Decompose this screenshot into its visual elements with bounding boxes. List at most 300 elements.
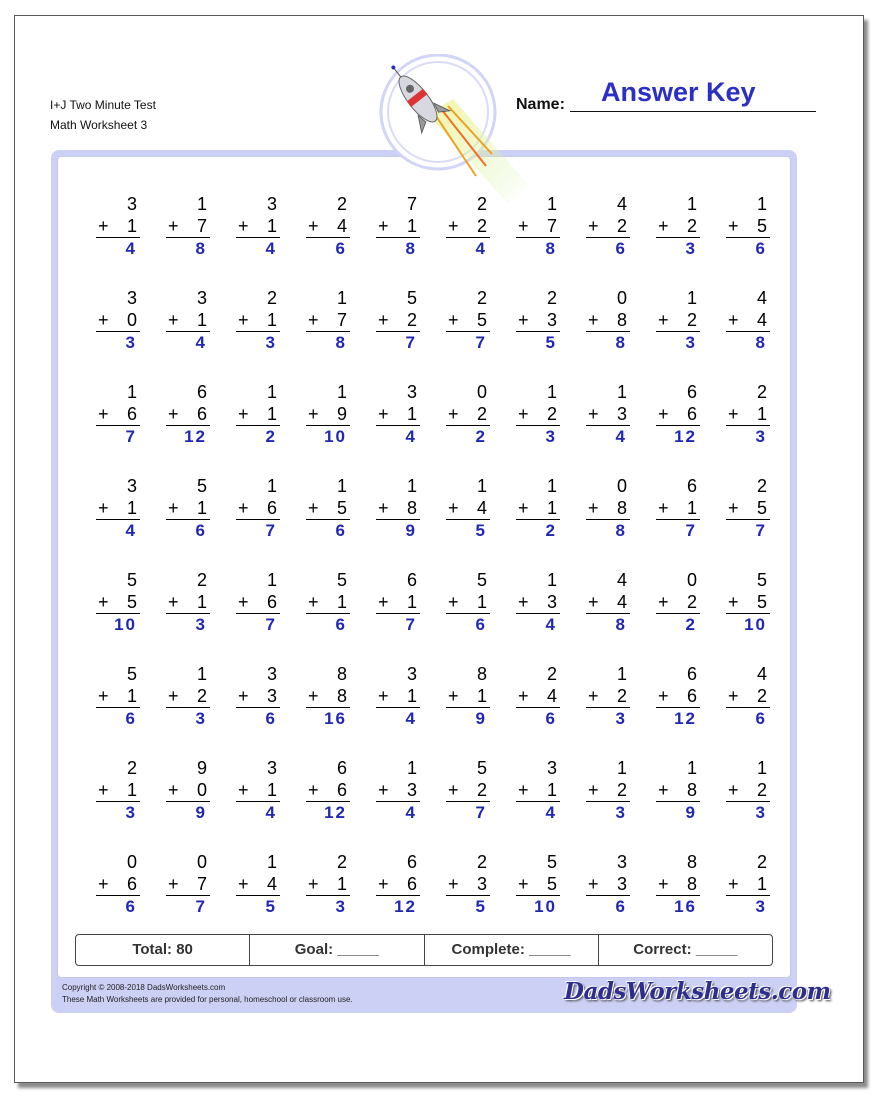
problem-bottom-number: 6 bbox=[196, 404, 207, 424]
problem bbox=[236, 569, 280, 636]
problem-bottom-number: 3 bbox=[616, 874, 627, 894]
plus-operator: + bbox=[308, 404, 319, 424]
problem-bottom-number: 1 bbox=[336, 592, 347, 612]
problem-top-number: 1 bbox=[196, 664, 207, 684]
plus-operator: + bbox=[588, 404, 599, 424]
problem-bottom-number: 1 bbox=[266, 780, 277, 800]
plus-operator: + bbox=[518, 404, 529, 424]
problem-top-number: 0 bbox=[616, 288, 627, 308]
problem-top-number: 2 bbox=[476, 288, 487, 308]
plus-operator: + bbox=[448, 310, 459, 330]
plus-operator: + bbox=[98, 780, 109, 800]
problem bbox=[586, 663, 630, 730]
problem-answer: 9 bbox=[195, 803, 207, 822]
copyright-block bbox=[62, 982, 353, 1006]
problem-bottom-number: 6 bbox=[686, 686, 697, 706]
problem-answer: 4 bbox=[125, 239, 137, 258]
plus-operator: + bbox=[238, 498, 249, 518]
problem-bottom-number: 1 bbox=[196, 592, 207, 612]
plus-operator: + bbox=[168, 404, 179, 424]
problem bbox=[166, 757, 210, 824]
total-cell: Total: 80 bbox=[76, 935, 250, 965]
problem-bottom-row bbox=[726, 779, 770, 802]
problem-bottom-row bbox=[306, 403, 350, 426]
problem-answer: 2 bbox=[685, 615, 697, 634]
problem-answer: 12 bbox=[324, 803, 347, 822]
problem-top-number: 1 bbox=[336, 288, 347, 308]
problem-top-number: 5 bbox=[126, 664, 137, 684]
problem-bottom-row bbox=[726, 591, 770, 614]
problem-bottom-number: 4 bbox=[616, 592, 627, 612]
problem-bottom-number: 6 bbox=[406, 874, 417, 894]
problem-bottom-number: 2 bbox=[756, 780, 767, 800]
problem-answer: 7 bbox=[685, 521, 697, 540]
problem-top-number: 2 bbox=[196, 570, 207, 590]
plus-operator: + bbox=[378, 780, 389, 800]
problem-bottom-row bbox=[236, 685, 280, 708]
problem-answer: 6 bbox=[125, 709, 137, 728]
problem-bottom-row bbox=[656, 779, 700, 802]
problem-bottom-row bbox=[586, 309, 630, 332]
problem bbox=[166, 851, 210, 918]
problem-top-number: 0 bbox=[196, 852, 207, 872]
problem-top-number: 0 bbox=[126, 852, 137, 872]
problem bbox=[96, 663, 140, 730]
problem-top-number: 4 bbox=[616, 570, 627, 590]
problem-answer: 3 bbox=[755, 897, 767, 916]
problem-top-number: 5 bbox=[476, 570, 487, 590]
problem-bottom-row bbox=[726, 497, 770, 520]
plus-operator: + bbox=[728, 216, 739, 236]
problem-bottom-row bbox=[656, 215, 700, 238]
plus-operator: + bbox=[378, 498, 389, 518]
problem-bottom-row bbox=[96, 873, 140, 896]
problem-bottom-row bbox=[446, 403, 490, 426]
problem bbox=[446, 475, 490, 542]
problem-top-number: 1 bbox=[546, 476, 557, 496]
problem-top-number: 2 bbox=[546, 288, 557, 308]
correct-cell: Correct: _____ bbox=[633, 941, 738, 958]
plus-operator: + bbox=[238, 310, 249, 330]
problem-bottom-row bbox=[96, 215, 140, 238]
problem-answer: 8 bbox=[195, 239, 207, 258]
problem bbox=[166, 475, 210, 542]
problem-top-number: 1 bbox=[266, 476, 277, 496]
problem-bottom-row bbox=[306, 215, 350, 238]
problem-answer: 3 bbox=[125, 803, 137, 822]
plus-operator: + bbox=[168, 780, 179, 800]
problem bbox=[656, 851, 700, 918]
problem bbox=[306, 569, 350, 636]
problem bbox=[516, 663, 560, 730]
problem-bottom-row bbox=[516, 779, 560, 802]
problem bbox=[96, 381, 140, 448]
problem-top-number: 3 bbox=[616, 852, 627, 872]
plus-operator: + bbox=[238, 686, 249, 706]
problem-top-number: 5 bbox=[336, 570, 347, 590]
problem-answer: 6 bbox=[545, 709, 557, 728]
problem-bottom-row bbox=[376, 403, 420, 426]
problem-answer: 6 bbox=[755, 709, 767, 728]
problem bbox=[166, 569, 210, 636]
problem-bottom-number: 6 bbox=[336, 780, 347, 800]
problem-bottom-number: 1 bbox=[406, 216, 417, 236]
problem-frame bbox=[51, 150, 797, 1013]
problem-bottom-row bbox=[376, 591, 420, 614]
problem-answer: 3 bbox=[755, 803, 767, 822]
problem bbox=[586, 569, 630, 636]
problem-bottom-number: 7 bbox=[336, 310, 347, 330]
problem-answer: 4 bbox=[265, 239, 277, 258]
problem-answer: 4 bbox=[125, 521, 137, 540]
plus-operator: + bbox=[168, 592, 179, 612]
problem-top-number: 5 bbox=[476, 758, 487, 778]
problem bbox=[726, 851, 770, 918]
problem-bottom-row bbox=[306, 873, 350, 896]
problem-bottom-row bbox=[96, 309, 140, 332]
problem-bottom-row bbox=[446, 779, 490, 802]
problem bbox=[166, 287, 210, 354]
plus-operator: + bbox=[658, 498, 669, 518]
problem-answer: 3 bbox=[615, 709, 627, 728]
problem bbox=[96, 757, 140, 824]
plus-operator: + bbox=[728, 780, 739, 800]
problem-top-number: 5 bbox=[546, 852, 557, 872]
problem-top-number: 3 bbox=[406, 664, 417, 684]
problem-top-number: 1 bbox=[406, 476, 417, 496]
plus-operator: + bbox=[448, 780, 459, 800]
problem-top-number: 7 bbox=[406, 194, 417, 214]
problem-bottom-row bbox=[516, 403, 560, 426]
problem-top-number: 3 bbox=[126, 476, 137, 496]
problem-answer: 8 bbox=[335, 333, 347, 352]
problem-bottom-number: 7 bbox=[546, 216, 557, 236]
problem-top-number: 1 bbox=[546, 194, 557, 214]
problem-top-number: 0 bbox=[616, 476, 627, 496]
problem-bottom-number: 9 bbox=[336, 404, 347, 424]
plus-operator: + bbox=[448, 592, 459, 612]
problem-bottom-number: 1 bbox=[756, 874, 767, 894]
problem bbox=[586, 851, 630, 918]
problem-answer: 16 bbox=[324, 709, 347, 728]
problem-answer: 10 bbox=[534, 897, 557, 916]
problem bbox=[306, 663, 350, 730]
problem-top-number: 1 bbox=[406, 758, 417, 778]
problem bbox=[446, 663, 490, 730]
problem-bottom-row bbox=[726, 685, 770, 708]
problem-top-number: 3 bbox=[266, 664, 277, 684]
problem-bottom-row bbox=[726, 215, 770, 238]
plus-operator: + bbox=[308, 310, 319, 330]
problem-answer: 6 bbox=[335, 239, 347, 258]
problem-bottom-number: 5 bbox=[756, 216, 767, 236]
problem-answer: 3 bbox=[125, 333, 137, 352]
problem-top-number: 9 bbox=[196, 758, 207, 778]
problem-answer: 9 bbox=[405, 521, 417, 540]
plus-operator: + bbox=[98, 874, 109, 894]
problem-top-number: 1 bbox=[266, 852, 277, 872]
problem-answer: 12 bbox=[674, 709, 697, 728]
plus-operator: + bbox=[728, 592, 739, 612]
problem bbox=[376, 381, 420, 448]
problem bbox=[726, 381, 770, 448]
problem-top-number: 1 bbox=[546, 382, 557, 402]
problem-bottom-number: 8 bbox=[616, 498, 627, 518]
plus-operator: + bbox=[728, 310, 739, 330]
problem-bottom-row bbox=[516, 685, 560, 708]
problem-top-number: 1 bbox=[266, 382, 277, 402]
name-line bbox=[570, 111, 816, 112]
problem-answer: 10 bbox=[744, 615, 767, 634]
problem-bottom-row bbox=[166, 497, 210, 520]
worksheet-subtitle: Math Worksheet 3 bbox=[50, 118, 148, 132]
problem-top-number: 2 bbox=[546, 664, 557, 684]
problem-answer: 4 bbox=[545, 615, 557, 634]
problem bbox=[236, 381, 280, 448]
problem-top-number: 1 bbox=[266, 570, 277, 590]
problem-bottom-row bbox=[376, 215, 420, 238]
problem-top-number: 1 bbox=[126, 382, 137, 402]
plus-operator: + bbox=[658, 780, 669, 800]
problem-bottom-number: 5 bbox=[126, 592, 137, 612]
problem-top-number: 3 bbox=[126, 194, 137, 214]
problem-bottom-row bbox=[236, 215, 280, 238]
problem-bottom-row bbox=[656, 497, 700, 520]
problem-top-number: 6 bbox=[336, 758, 347, 778]
problem-answer: 6 bbox=[335, 615, 347, 634]
plus-operator: + bbox=[588, 874, 599, 894]
plus-operator: + bbox=[168, 310, 179, 330]
plus-operator: + bbox=[588, 498, 599, 518]
problem bbox=[656, 663, 700, 730]
problem-bottom-row bbox=[96, 403, 140, 426]
problem-bottom-row bbox=[236, 403, 280, 426]
problem-answer: 7 bbox=[405, 615, 417, 634]
problem-answer: 8 bbox=[545, 239, 557, 258]
problem bbox=[96, 475, 140, 542]
plus-operator: + bbox=[588, 310, 599, 330]
problem-bottom-number: 1 bbox=[126, 686, 137, 706]
problem-bottom-row bbox=[166, 403, 210, 426]
problem-bottom-row bbox=[656, 309, 700, 332]
problem-top-number: 5 bbox=[406, 288, 417, 308]
plus-operator: + bbox=[658, 874, 669, 894]
problem bbox=[376, 569, 420, 636]
problem-bottom-row bbox=[516, 591, 560, 614]
problem bbox=[726, 475, 770, 542]
problem-bottom-row bbox=[236, 591, 280, 614]
problem-top-number: 1 bbox=[476, 476, 487, 496]
problem-bottom-number: 0 bbox=[196, 780, 207, 800]
problem bbox=[96, 569, 140, 636]
usage-notice: These Math Worksheets are provided for personal, homeschool or classroom use. bbox=[62, 995, 353, 1004]
problem bbox=[376, 851, 420, 918]
worksheet-title: I+J Two Minute Test bbox=[50, 98, 156, 112]
problem-bottom-row bbox=[586, 779, 630, 802]
problem-top-number: 3 bbox=[266, 758, 277, 778]
problem-bottom-row bbox=[236, 309, 280, 332]
problem bbox=[306, 757, 350, 824]
problem-top-number: 3 bbox=[406, 382, 417, 402]
problem bbox=[726, 287, 770, 354]
problem-answer: 5 bbox=[475, 897, 487, 916]
problem-bottom-number: 1 bbox=[266, 216, 277, 236]
problem-answer: 7 bbox=[265, 521, 277, 540]
problem bbox=[446, 851, 490, 918]
problem-top-number: 2 bbox=[336, 194, 347, 214]
problem-top-number: 1 bbox=[336, 476, 347, 496]
problem bbox=[516, 381, 560, 448]
problem-bottom-row bbox=[726, 309, 770, 332]
problem bbox=[726, 757, 770, 824]
problem-top-number: 0 bbox=[686, 570, 697, 590]
problem-bottom-row bbox=[446, 497, 490, 520]
problem-bottom-number: 6 bbox=[126, 404, 137, 424]
problem-bottom-number: 1 bbox=[546, 498, 557, 518]
problem-answer: 3 bbox=[685, 333, 697, 352]
problem-top-number: 8 bbox=[686, 852, 697, 872]
problem-bottom-number: 1 bbox=[476, 686, 487, 706]
plus-operator: + bbox=[658, 310, 669, 330]
problem bbox=[656, 381, 700, 448]
plus-operator: + bbox=[728, 686, 739, 706]
problem-bottom-row bbox=[306, 309, 350, 332]
problem-bottom-row bbox=[166, 873, 210, 896]
problem-top-number: 4 bbox=[756, 288, 767, 308]
problem-bottom-number: 1 bbox=[196, 498, 207, 518]
problem-top-number: 1 bbox=[686, 194, 697, 214]
plus-operator: + bbox=[518, 780, 529, 800]
problem-top-number: 3 bbox=[196, 288, 207, 308]
problem-bottom-row bbox=[586, 591, 630, 614]
problem-answer: 6 bbox=[755, 239, 767, 258]
problem-answer: 7 bbox=[405, 333, 417, 352]
plus-operator: + bbox=[378, 216, 389, 236]
problem-bottom-row bbox=[306, 685, 350, 708]
problem-bottom-number: 0 bbox=[126, 310, 137, 330]
problem-answer: 3 bbox=[265, 333, 277, 352]
problem-bottom-number: 6 bbox=[686, 404, 697, 424]
problem-answer: 9 bbox=[685, 803, 697, 822]
plus-operator: + bbox=[448, 404, 459, 424]
problem-bottom-number: 8 bbox=[616, 310, 627, 330]
problem bbox=[516, 287, 560, 354]
problem-bottom-row bbox=[166, 309, 210, 332]
problem-top-number: 0 bbox=[476, 382, 487, 402]
problem-answer: 12 bbox=[394, 897, 417, 916]
problem-answer: 10 bbox=[114, 615, 137, 634]
plus-operator: + bbox=[308, 874, 319, 894]
problem-bottom-number: 2 bbox=[686, 216, 697, 236]
problem-top-number: 2 bbox=[336, 852, 347, 872]
problem-bottom-number: 1 bbox=[406, 686, 417, 706]
problem-bottom-number: 3 bbox=[266, 686, 277, 706]
problem-answer: 2 bbox=[265, 427, 277, 446]
problem bbox=[166, 663, 210, 730]
problem-bottom-row bbox=[446, 685, 490, 708]
problem bbox=[656, 475, 700, 542]
problem bbox=[376, 757, 420, 824]
problem-bottom-number: 5 bbox=[546, 874, 557, 894]
problem-answer: 3 bbox=[685, 239, 697, 258]
problem-bottom-number: 2 bbox=[476, 216, 487, 236]
plus-operator: + bbox=[238, 404, 249, 424]
problem-top-number: 1 bbox=[336, 382, 347, 402]
problem bbox=[376, 663, 420, 730]
plus-operator: + bbox=[98, 498, 109, 518]
problem bbox=[236, 193, 280, 260]
problem-bottom-number: 2 bbox=[686, 310, 697, 330]
plus-operator: + bbox=[518, 498, 529, 518]
problem-bottom-number: 3 bbox=[546, 310, 557, 330]
plus-operator: + bbox=[588, 592, 599, 612]
problem-bottom-number: 3 bbox=[546, 592, 557, 612]
problem-answer: 4 bbox=[265, 803, 277, 822]
problem-answer: 6 bbox=[125, 897, 137, 916]
problem-top-number: 2 bbox=[476, 852, 487, 872]
problem-bottom-row bbox=[586, 685, 630, 708]
problem-top-number: 2 bbox=[266, 288, 277, 308]
problem-bottom-number: 2 bbox=[616, 780, 627, 800]
plus-operator: + bbox=[658, 404, 669, 424]
problem-bottom-row bbox=[656, 403, 700, 426]
problem-answer: 4 bbox=[475, 239, 487, 258]
problem-top-number: 6 bbox=[686, 382, 697, 402]
problem-bottom-number: 1 bbox=[336, 874, 347, 894]
problem-top-number: 5 bbox=[756, 570, 767, 590]
problem-top-number: 2 bbox=[756, 476, 767, 496]
problem bbox=[96, 287, 140, 354]
problem-top-number: 3 bbox=[546, 758, 557, 778]
problem-answer: 3 bbox=[545, 427, 557, 446]
plus-operator: + bbox=[308, 780, 319, 800]
plus-operator: + bbox=[448, 874, 459, 894]
problem bbox=[516, 757, 560, 824]
problem-bottom-row bbox=[236, 779, 280, 802]
problem-bottom-row bbox=[166, 779, 210, 802]
problem-answer: 4 bbox=[615, 427, 627, 446]
plus-operator: + bbox=[308, 498, 319, 518]
problem bbox=[446, 287, 490, 354]
problem-top-number: 1 bbox=[686, 758, 697, 778]
plus-operator: + bbox=[448, 686, 459, 706]
problem-top-number: 1 bbox=[196, 194, 207, 214]
problem-answer: 4 bbox=[405, 427, 417, 446]
problem-answer: 3 bbox=[615, 803, 627, 822]
problem-answer: 6 bbox=[615, 897, 627, 916]
problem-answer: 3 bbox=[195, 615, 207, 634]
problem-bottom-number: 1 bbox=[406, 404, 417, 424]
problem bbox=[376, 287, 420, 354]
plus-operator: + bbox=[308, 216, 319, 236]
problem-bottom-number: 1 bbox=[196, 310, 207, 330]
problem-bottom-number: 7 bbox=[196, 216, 207, 236]
problem-answer: 7 bbox=[475, 803, 487, 822]
problem-bottom-number: 3 bbox=[476, 874, 487, 894]
problem-answer: 5 bbox=[545, 333, 557, 352]
problem-top-number: 8 bbox=[476, 664, 487, 684]
plus-operator: + bbox=[658, 686, 669, 706]
plus-operator: + bbox=[588, 780, 599, 800]
problem bbox=[446, 381, 490, 448]
problem bbox=[586, 287, 630, 354]
problem-answer: 12 bbox=[674, 427, 697, 446]
plus-operator: + bbox=[98, 592, 109, 612]
problem-answer: 5 bbox=[475, 521, 487, 540]
problem-top-number: 6 bbox=[406, 852, 417, 872]
problem-bottom-number: 3 bbox=[406, 780, 417, 800]
problem-bottom-number: 1 bbox=[266, 310, 277, 330]
